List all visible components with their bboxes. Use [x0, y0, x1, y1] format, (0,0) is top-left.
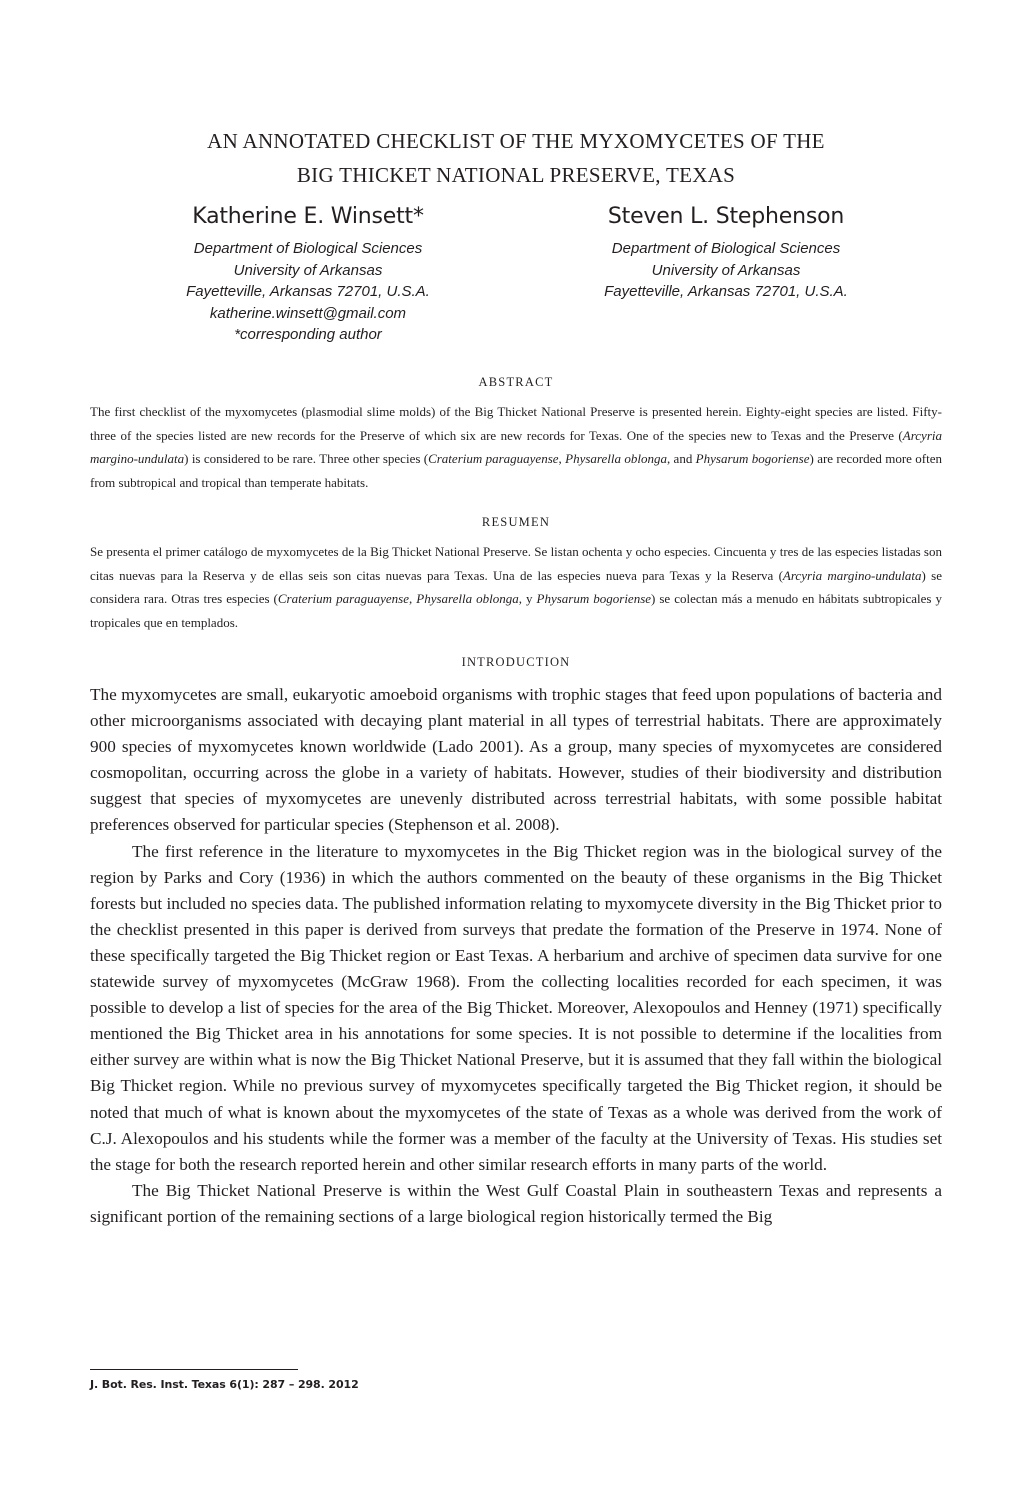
intro-paragraph: The myxomycetes are small, eukaryotic amoeboid organisms with trophic stages that feed upon populations of bacteria and other microorganisms associated with decaying plant material in all types of terrestrial habitats. There are approximately 900 species of myxomycetes known worldwide (Lado 2001). As a group, many species of myxomycetes are considered cosmopolitan, occurring across the globe in a variety of habitats. However, studies of their biodiversity and distribution suggest that species of myxomycetes are unevenly distributed across terrestrial habitats, with some possible habitat preferences observed for particular species (Stephenson et al. 2008).: [90, 685, 942, 835]
author-name: Katherine E. Winsett*: [192, 204, 424, 229]
species-name: Arcyria margino-undulata: [782, 567, 922, 583]
author-name: Steven L. Stephenson: [607, 204, 845, 229]
paper-title-line-1: AN ANNOTATED CHECKLIST OF THE MYXOMYCETES OF THE: [207, 129, 825, 153]
author-department: Department of Biological Sciences: [611, 240, 841, 257]
author-address: Fayetteville, Arkansas 72701, U.S.A.: [604, 283, 848, 300]
species-name: Craterium paraguayense: [277, 591, 410, 606]
author-department: Department of Biological Sciences: [193, 240, 423, 257]
resumen-text: Se presenta el primer catálogo de myxomycetes de la Big Thicket National Preserve. Se listan ochenta y ocho especies. Cincuenta y tres de las especies listadas son citas nuevas para la Reserva y de ellas seis son citas nuevas para Texas. Una de las especies nueva para Texas y la Reserva (Arcyria margino-undulata) se considera rara. Otras tres especies (Craterium paraguayense, Physarella oblonga, y Physarum bogoriense) se colectan más a menudo en hábitats subtropicales y tropicales que en templados.: [90, 544, 942, 630]
author-email[interactable]: katherine.winsett@gmail.com: [209, 304, 407, 322]
intro-paragraph: The Big Thicket National Preserve is within the West Gulf Coastal Plain in southeastern Texas and represents a significant portion of the remaining sections of a large biological region historically termed the Big: [90, 1180, 942, 1226]
introduction-body: [90, 682, 942, 1230]
introduction-heading: INTRODUCTION: [461, 655, 571, 669]
resumen-heading: RESUMEN: [481, 515, 551, 529]
author-block-2: [576, 202, 876, 303]
intro-paragraph: The first reference in the literature to myxomycetes in the Big Thicket region was in the biological survey of the region by Parks and Cory (1936) in which the authors commented on the beauty of these organisms in the Big Thicket forests but included no species data. The published information relating to myxomycete diversity in the Big Thicket prior to the checklist presented in this paper is derived from surveys that predate the formation of the Preserve in 1974. None of these specifically targeted the Big Thicket region or East Texas. A herbarium and archive of specimen data survive for one statewide survey of myxomycetes (McGraw 1968). From the collecting localities recorded for each specimen, it was possible to develop a list of species for the area of the Big Thicket. Moreover, Alexopoulos and Henney (1971) specifically mentioned the Big Thicket area in his annotations for some species. It is not possible to determine if the localities from either survey are within what is now the Big Thicket National Preserve, but it is assumed that they fall within the biological Big Thicket region. While no previous survey of myxomycetes specifically targeted the Big Thicket region, it should be noted that much of what is known about the myxomycetes of the state of Texas as a whole was derived from the work of C.J. Alexopoulos and his students while the former was a member of the faculty at the University of Texas. His studies set the stage for both the research reported herein and other similar research efforts in many parts of the world.: [90, 841, 942, 1174]
author-university: University of Arkansas: [233, 261, 383, 279]
species-name: Arcyria margino-undulata: [90, 427, 942, 466]
species-name: Physarella oblonga: [565, 451, 667, 466]
footnote-divider: [90, 1369, 298, 1370]
paper-title-line-2: BIG THICKET NATIONAL PRESERVE, TEXAS: [296, 163, 736, 187]
author-address: Fayetteville, Arkansas 72701, U.S.A.: [186, 283, 430, 300]
abstract-heading: ABSTRACT: [478, 375, 554, 389]
author-block-1: [158, 202, 458, 346]
author-university: University of Arkansas: [651, 261, 801, 279]
abstract-text: The first checklist of the myxomycetes (plasmodial slime molds) of the Big Thicket National Preserve is presented herein. Eighty-eight species are listed. Fifty-three of the species listed are new records for the Preserve of which six are new records for Texas. One of the species new to Texas and the Preserve (Arcyria margino-undulata) is considered to be rare. Three other species (Craterium paraguayense, Physarella oblonga, and Physarum bogoriense) are recorded more often from subtropical and tropical than temperate habitats.: [90, 404, 942, 490]
corresponding-author-note: *corresponding author: [234, 326, 382, 343]
species-name: Physarella oblonga: [416, 591, 519, 606]
species-name: Physarum bogoriense: [536, 591, 652, 606]
species-name: Physarum bogoriense: [695, 451, 810, 466]
species-name: Craterium paraguayense: [428, 451, 559, 466]
journal-citation: J. Bot. Res. Inst. Texas 6(1): 287 – 298. 2012: [90, 1378, 359, 1391]
